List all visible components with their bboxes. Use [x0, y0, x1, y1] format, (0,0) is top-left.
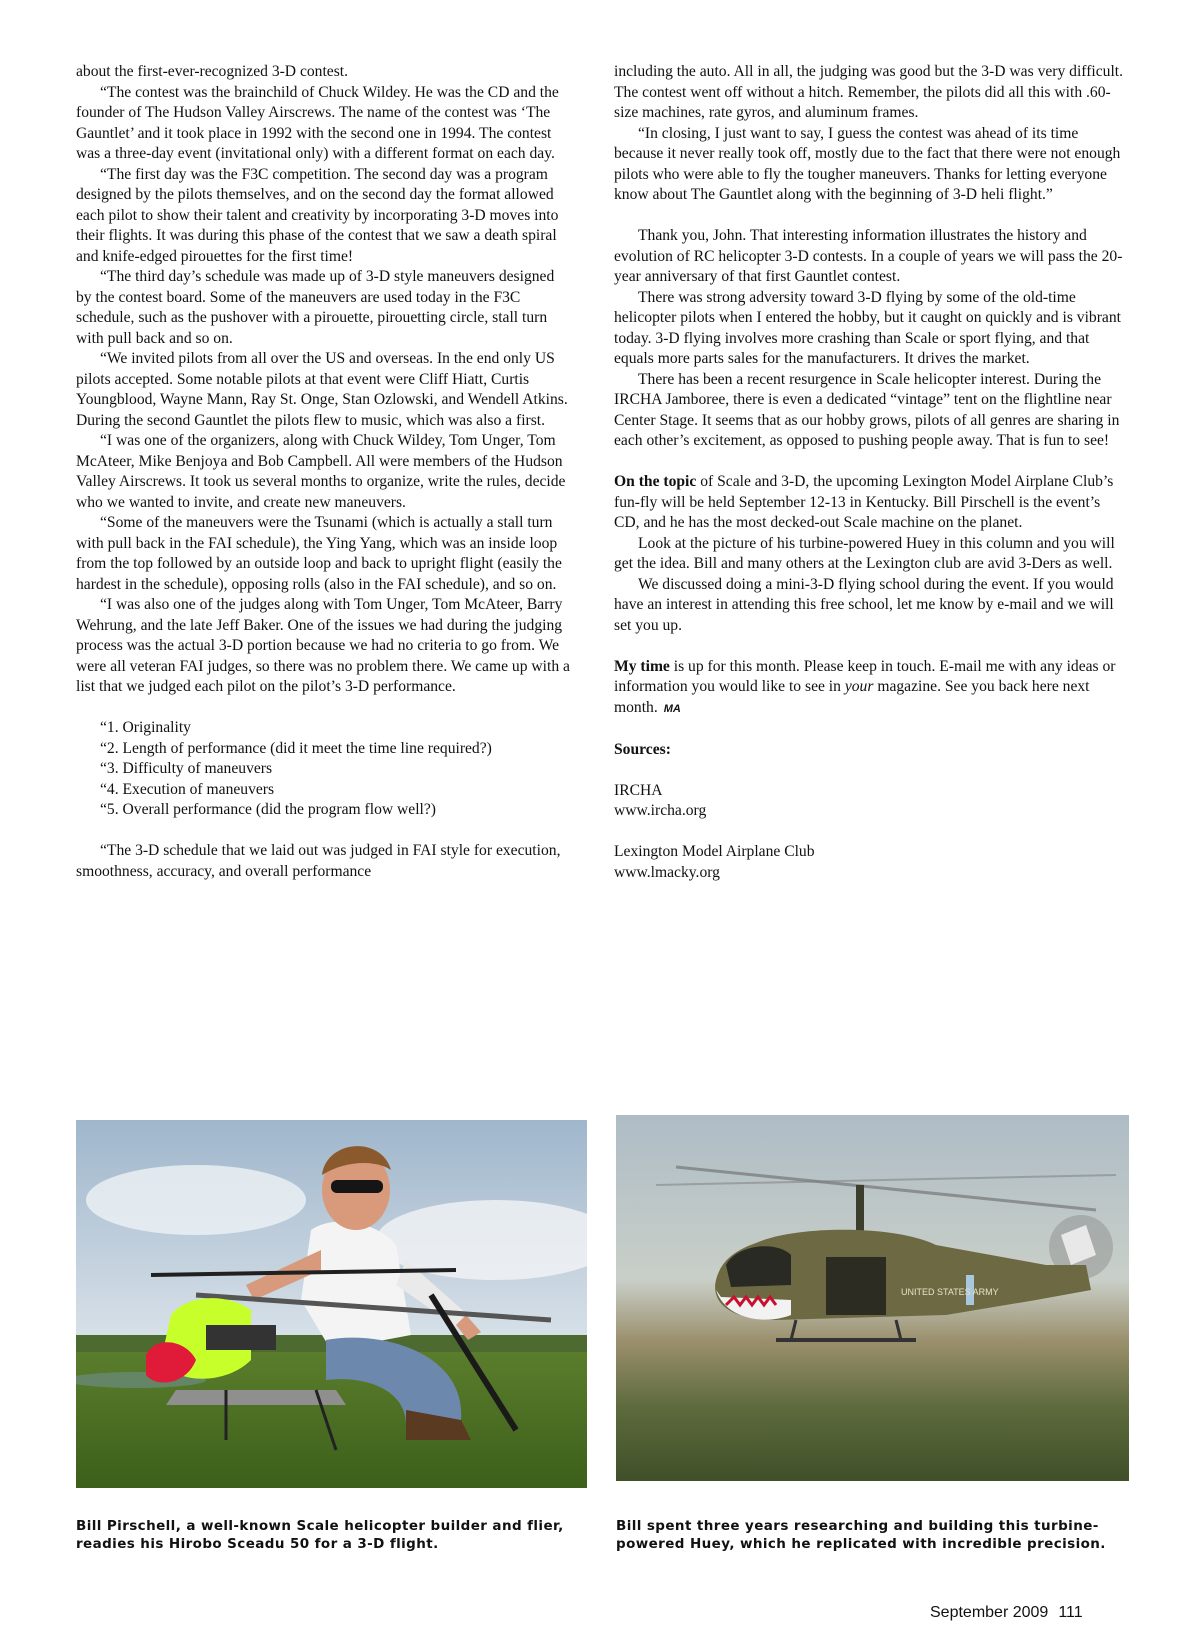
paragraph: “The third day’s schedule was made up of 3-D style maneuvers designed by the contest board. Some of the maneuvers are used today in the F3C schedule, such as the pushover with a pirouette, pirouetting circle, stall turn with pull back and so on. — [76, 268, 555, 347]
left-column — [76, 62, 572, 882]
paragraph: There has been a recent resurgence in Scale helicopter interest. During the IRCHA Jamboree, there is even a dedicated “vintage” tent on the flightline near Center Stage. It seems that as our hobby grows, pilots of all genres are sharing in each other’s excitement, as opposed to pushing people away. That is fun to see! — [614, 370, 1120, 449]
paragraph-text: of Scale and 3-D, the upcoming Lexington Model Airplane Club’s fun-fly will be held September 12-13 in Kentucky. Bill Pirschell is the event’s CD, and he has the most decked-out Scale machine on the planet. — [614, 473, 1114, 531]
paragraph: “We invited pilots from all over the US and overseas. In the end only US pilots accepted. Some notable pilots at that event were Cliff Hiatt, Curtis Youngblood, Wayne Mann, Ray St. Onge, Stan Ozlowski, and Wendell Atkins. During the second Gauntlet the pilots flew to music, which was also a first. — [76, 350, 568, 429]
issue-date: September 2009 — [930, 1604, 1049, 1621]
photo-huey-helicopter — [616, 1115, 1129, 1481]
source-url: www.ircha.org — [614, 802, 707, 819]
paragraph-text: is up for this month. Please keep in touch. E-mail me with any ideas or information you would like to see in — [614, 657, 1116, 695]
paragraph: “The first day was the F3C competition. The second day was a program designed by the pilots themselves, and on the second day the format allowed each pilot to show their talent and creativity by incorporating 3-D moves into their flights. It was during this phase of the contest that we saw a death spiral and knife-edged pirouettes for the first time! — [76, 165, 559, 265]
run-in-head: On the topic — [614, 473, 697, 490]
army-marking: UNITED STATES ARMY — [901, 1287, 999, 1297]
sources-heading-text: Sources: — [614, 740, 671, 758]
paragraph — [614, 657, 1128, 720]
paragraph: Look at the picture of his turbine-powered Huey in this column and you will get the idea. Bill and many others at the Lexington club are avid 3-Ders as well. — [614, 534, 1115, 572]
page-footer — [930, 1604, 1083, 1622]
photo-caption-left: Bill Pirschell, a well-known Scale helicopter builder and flier, readies his Hirobo Sceadu 50 for a 3-D flight. — [76, 1518, 564, 1552]
list-item: “3. Difficulty of maneuvers — [100, 760, 273, 777]
source-url: www.lmacky.org — [614, 863, 720, 881]
source-name: Lexington Model Airplane Club — [614, 843, 815, 860]
paragraph: “The contest was the brainchild of Chuck Wildey. He was the CD and the founder of The Hudson Valley Airscrews. The name of the contest was ‘The Gauntlet’ and it took place in 1992 with the second one in 1994. The contest was a three-day event (invitational only) with a different format on each day. — [76, 83, 559, 162]
judging-criteria-list — [76, 718, 572, 821]
end-mark: MA — [663, 702, 681, 715]
paragraph: There was strong adversity toward 3-D flying by some of the old-time helicopter pilots when I entered the hobby, but it caught on quickly and is vibrant today. 3-D flying involves more crashing than Scale or sport flying, and that equals more parts sales for the manufacturers. It drives the market. — [614, 288, 1121, 367]
list-item: “5. Overall performance (did the program flow well?) — [100, 801, 436, 818]
list-item: “2. Length of performance (did it meet the time line required?) — [100, 739, 492, 757]
paragraph: “In closing, I just want to say, I guess the contest was ahead of its time because it never really took off, mostly due to the fact that there were not enough pilots who were able to fly the tougher maneuvers. Thanks for letting everyone know about The Gauntlet along with the beginning of 3-D heli flight.” — [614, 124, 1121, 203]
paragraph: “The 3-D schedule that we laid out was judged in FAI style for execution, smoothness, accuracy, and overall performance — [76, 842, 561, 880]
list-item: “1. Originality — [100, 719, 191, 736]
paragraph: about the first-ever-recognized 3-D contest. — [76, 63, 349, 80]
photo-pilot-with-helicopter — [76, 1120, 587, 1488]
emphasis: your — [844, 678, 874, 695]
source-name: IRCHA — [614, 781, 663, 799]
run-in-head: My time — [614, 657, 670, 675]
paragraph — [614, 472, 1128, 534]
paragraph: “I was one of the organizers, along with Chuck Wildey, Tom Unger, Tom McAteer, Mike Benjoya and Bob Campbell. All were members of the Hudson Valley Airscrews. It took us several months to organize, write the rules, decide who we wanted to invite, and create new maneuvers. — [76, 432, 566, 511]
sources-heading — [614, 740, 1128, 761]
page-number: 111 — [1058, 1604, 1083, 1621]
photo-caption-right: Bill spent three years researching and building this turbine-powered Huey, which he replicated with incredible precision. — [616, 1518, 1106, 1552]
paragraph: We discussed doing a mini-3-D flying school during the event. If you would have an interest in attending this free school, let me know by e-mail and we will set you up. — [614, 575, 1114, 634]
list-item: “4. Execution of maneuvers — [100, 780, 275, 798]
paragraph-text: magazine. See you back here next month. — [614, 678, 1090, 716]
paragraph: “Some of the maneuvers were the Tsunami (which is actually a stall turn with pull back in the FAI schedule), the Ying Yang, which was an inside loop from the top followed by an outside loop and back to upright flight (easily the hardest in the schedule), opposing rolls (also in the FAI schedule), and so on. — [76, 514, 562, 593]
paragraph: including the auto. All in all, the judging was good but the 3-D was very difficult. The contest went off without a hitch. Remember, the pilots did all this with .60-size machines, rate gyros, and aluminum frames. — [614, 63, 1124, 121]
right-column — [614, 62, 1128, 883]
paragraph: “I was also one of the judges along with Tom Unger, Tom McAteer, Barry Wehrung, and the late Jeff Baker. One of the issues we had during the judging process was the actual 3-D portion because we had no criteria to go from. We were all veteran FAI judges, so there was no problem there. We came up with a list that we judged each pilot on the pilot’s 3-D performance. — [76, 596, 570, 695]
paragraph: Thank you, John. That interesting information illustrates the history and evolution of RC helicopter 3-D contests. In a couple of years we will pass the 20-year anniversary of that first Gauntlet contest. — [614, 227, 1123, 285]
